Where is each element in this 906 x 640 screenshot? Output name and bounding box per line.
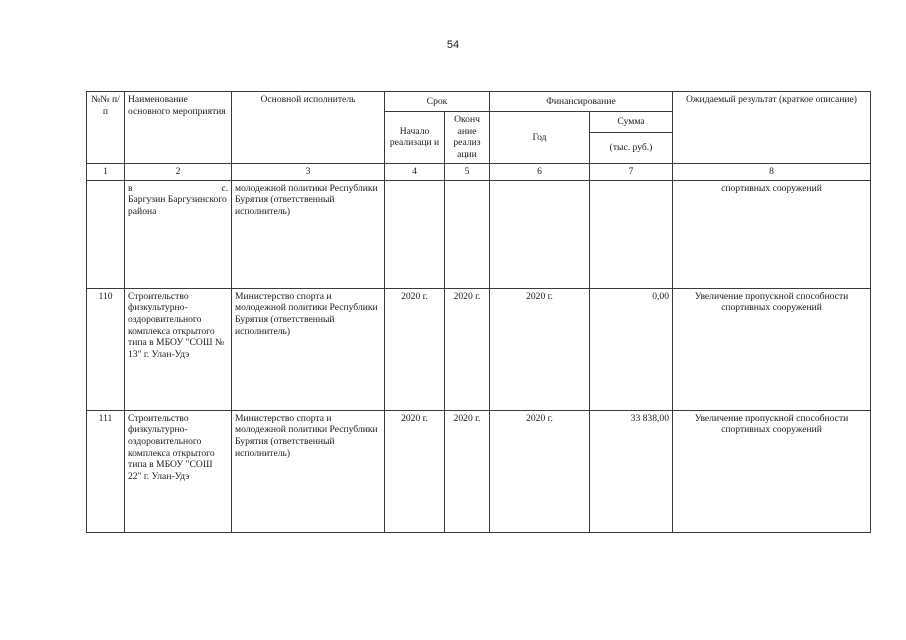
col-number: 7 [590,163,673,180]
row-end [445,180,490,288]
header-row-1 [87,92,871,112]
header-executor: Основной исполнитель [232,92,385,164]
row-year [490,180,590,288]
col-number: 6 [490,163,590,180]
col-number: 4 [385,163,445,180]
row-name-line1: в с. [128,182,228,194]
row-name-rest: Баргузин Баргузинского района [128,194,227,217]
header-sum: Сумма [590,112,673,133]
row-num: 111 [87,410,125,532]
col-number: 8 [673,163,871,180]
table-row [87,410,871,532]
header-sum-unit: (тыс. руб.) [590,133,673,164]
table-row [87,288,871,410]
header-term-start: Начало реализаци и [385,112,445,164]
header-result: Ожидаемый результат (краткое описание) [673,92,871,164]
row-num: 110 [87,288,125,410]
row-year: 2020 г. [490,288,590,410]
table-row [87,180,871,288]
row-sum: 0,00 [590,288,673,410]
row-result: Увеличение пропускной способности спортивных сооружений [673,410,871,532]
row-end: 2020 г. [445,410,490,532]
header-year: Год [490,112,590,164]
column-number-row [87,163,871,180]
col-number: 3 [232,163,385,180]
row-result: Увеличение пропускной способности спортивных сооружений [673,288,871,410]
row-end: 2020 г. [445,288,490,410]
header-num: №№ п/п [87,92,125,164]
col-number: 2 [125,163,232,180]
row-num [87,180,125,288]
row-year: 2020 г. [490,410,590,532]
row-start: 2020 г. [385,288,445,410]
row-start [385,180,445,288]
row-result: спортивных сооружений [673,180,871,288]
page-number: 54 [446,39,460,51]
row-name: Строительство физкультурно-оздоровительного комплекса открытого типа в МБОУ "СОШ № 13" г. Улан-Удэ [125,288,232,410]
header-term: Срок [385,92,490,112]
row-start: 2020 г. [385,410,445,532]
row-sum [590,180,673,288]
row-name: Строительство физкультурно-оздоровительного комплекса открытого типа в МБОУ "СОШ 22" г. Улан-Удэ [125,410,232,532]
row-name [125,180,232,288]
row-sum: 33 838,00 [590,410,673,532]
col-number: 5 [445,163,490,180]
row-executor: Министерство спорта и молодежной политики Республики Бурятия (ответственный исполнитель) [232,410,385,532]
row-executor: молодежной политики Республики Бурятия (ответственный исполнитель) [232,180,385,288]
header-name: Наименование основного мероприятия [125,92,232,164]
activities-table [86,91,871,533]
header-term-end: Оконч ание реализ ации [445,112,490,164]
col-number: 1 [87,163,125,180]
header-financing: Финансирование [490,92,673,112]
row-executor: Министерство спорта и молодежной политики Республики Бурятия (ответственный исполнитель) [232,288,385,410]
